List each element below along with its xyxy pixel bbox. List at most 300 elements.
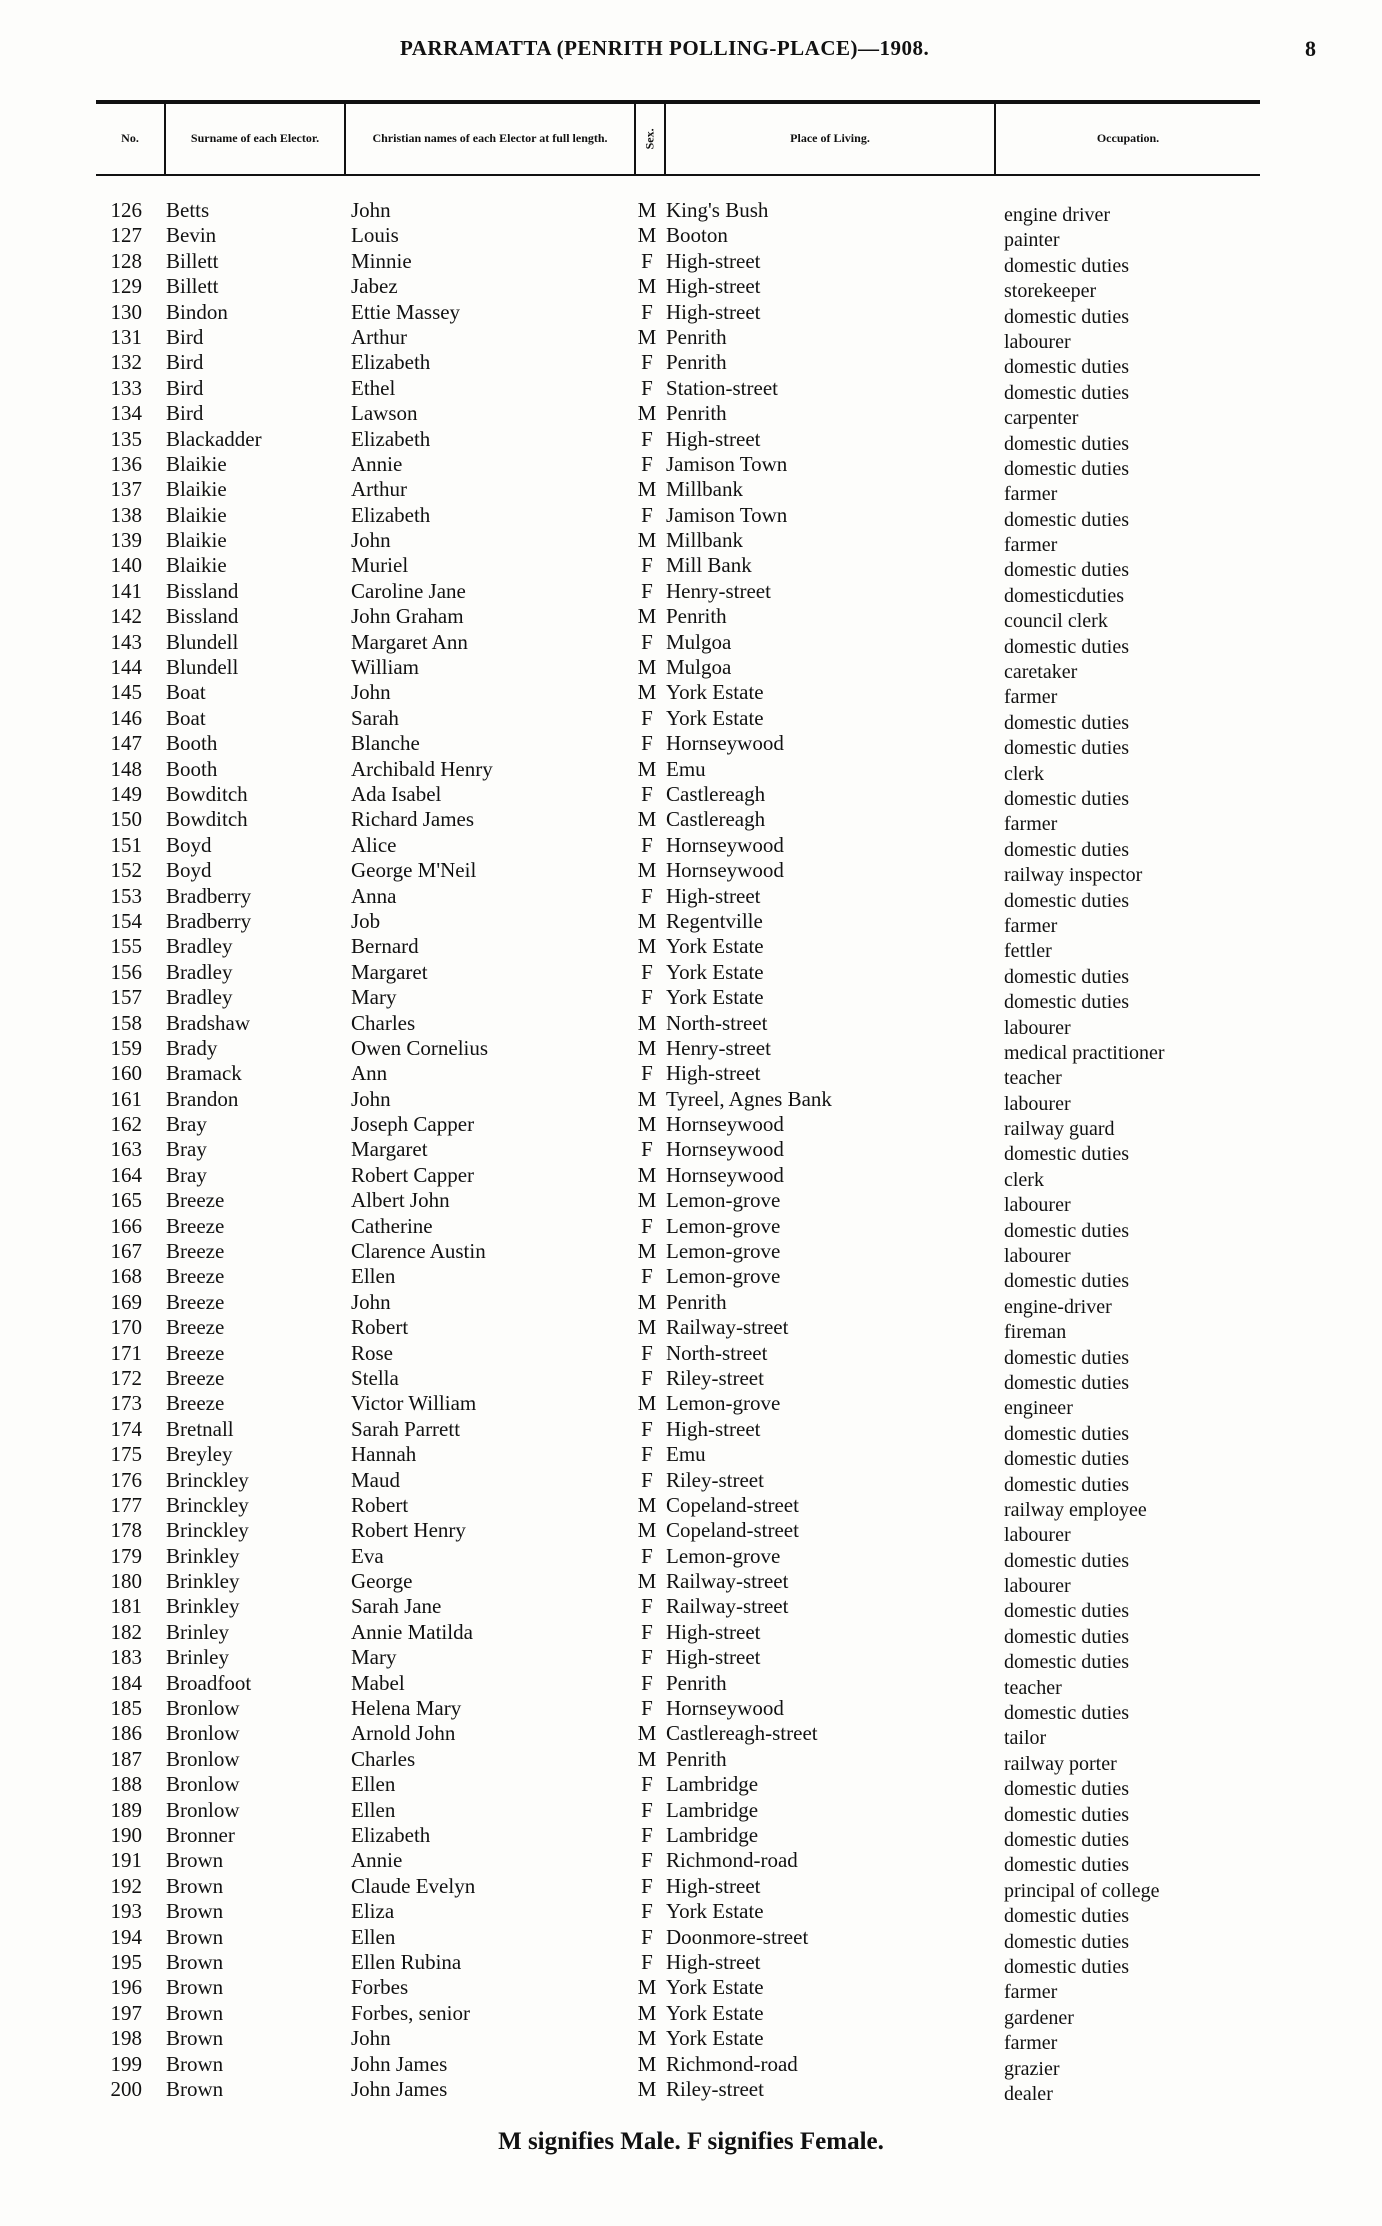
elector-occupation: domestic duties: [1004, 1448, 1129, 1471]
elector-place: Millbank: [666, 528, 743, 553]
table-row: [96, 1086, 1260, 1115]
elector-place: Lemon-grove: [666, 1543, 781, 1568]
table-row: [96, 705, 1260, 734]
table-row: [96, 1670, 1260, 1699]
table-row: [96, 604, 1260, 633]
elector-sex: F: [641, 1823, 653, 1847]
elector-number: 189: [110, 1797, 142, 1822]
table-row: [96, 2000, 1260, 2029]
elector-number: 135: [110, 426, 142, 451]
table-row: [96, 1213, 1260, 1242]
table-row: [96, 629, 1260, 658]
elector-surname: Bradberry: [166, 883, 252, 908]
elector-christian-names: Arthur: [351, 477, 407, 502]
table-row: [96, 1416, 1260, 1445]
elector-sex: M: [637, 604, 657, 629]
elector-surname: Breeze: [166, 1239, 225, 1264]
elector-number: 161: [110, 1086, 142, 1111]
elector-occupation: gardener: [1004, 2006, 1074, 2029]
elector-place: York Estate: [666, 705, 764, 730]
elector-place: North-street: [666, 1340, 768, 1365]
table-row: [96, 1569, 1260, 1598]
elector-sex: M: [637, 908, 657, 933]
elector-occupation: domestic duties: [1004, 1854, 1129, 1877]
table-row: [96, 1924, 1260, 1953]
elector-number: 158: [110, 1010, 142, 1035]
elector-surname: Bissland: [166, 604, 239, 629]
elector-sex: M: [637, 2000, 657, 2025]
elector-place: Hornseywood: [666, 731, 784, 756]
elector-christian-names: Annie: [351, 1848, 403, 1873]
elector-occupation: domestic duties: [1004, 432, 1129, 455]
elector-number: 171: [110, 1340, 142, 1365]
elector-surname: Bradberry: [166, 908, 252, 933]
table-row: [96, 198, 1260, 226]
elector-occupation: domestic duties: [1004, 457, 1129, 480]
elector-occupation: domestic duties: [1004, 1549, 1129, 1572]
elector-occupation: labourer: [1004, 1524, 1071, 1547]
elector-place: High-street: [666, 426, 761, 451]
elector-place: York Estate: [666, 2026, 764, 2051]
elector-number: 175: [110, 1442, 142, 1467]
table-row: [96, 1365, 1260, 1394]
elector-surname: Breeze: [166, 1340, 225, 1365]
table-row: [96, 858, 1260, 887]
elector-surname: Blundell: [166, 629, 239, 654]
elector-sex: F: [641, 1848, 653, 1873]
elector-christian-names: Mary: [351, 985, 397, 1010]
elector-surname: Billett: [166, 274, 219, 299]
elector-surname: Brown: [166, 2000, 224, 2025]
elector-surname: Bronlow: [166, 1746, 240, 1771]
elector-number: 172: [110, 1365, 142, 1390]
elector-occupation: domestic duties: [1004, 508, 1129, 531]
elector-place: York Estate: [666, 2000, 764, 2025]
elector-sex: M: [637, 1289, 657, 1314]
elector-surname: Breeze: [166, 1264, 225, 1289]
elector-place: Regentville: [666, 908, 763, 933]
elector-christian-names: Stella: [351, 1365, 399, 1390]
elector-place: Railway-street: [666, 1594, 789, 1619]
elector-sex: M: [637, 1492, 657, 1517]
elector-christian-names: Job: [351, 908, 381, 933]
elector-place: York Estate: [666, 680, 764, 705]
elector-christian-names: Sarah: [351, 705, 399, 730]
elector-sex: M: [637, 477, 657, 502]
elector-sex: M: [637, 1721, 657, 1746]
elector-christian-names: Richard James: [351, 807, 475, 832]
elector-christian-names: Minnie: [351, 248, 412, 273]
elector-number: 156: [110, 959, 142, 984]
elector-surname: Bird: [166, 324, 204, 349]
elector-number: 166: [110, 1213, 142, 1238]
elector-occupation: domestic duties: [1004, 1829, 1129, 1851]
elector-sex: F: [641, 1467, 653, 1492]
elector-sex: M: [637, 1035, 657, 1060]
elector-christian-names: Eliza: [351, 1899, 395, 1924]
elector-surname: Blackadder: [166, 426, 262, 451]
elector-surname: Bird: [166, 350, 204, 375]
table-row: [96, 502, 1260, 531]
elector-sex: F: [641, 1797, 653, 1822]
elector-occupation: railway porter: [1004, 1752, 1117, 1775]
elector-sex: M: [637, 1162, 657, 1187]
elector-sex: M: [637, 1391, 657, 1416]
elector-sex: F: [641, 1137, 653, 1162]
elector-place: Railway-street: [666, 1569, 789, 1594]
elector-number: 169: [110, 1289, 142, 1314]
table-row: [96, 1467, 1260, 1496]
elector-sex: F: [641, 1645, 653, 1670]
elector-surname: Brinckley: [166, 1518, 249, 1543]
elector-sex: F: [641, 1696, 653, 1721]
elector-sex: F: [641, 299, 653, 324]
elector-place: Jamison Town: [666, 451, 788, 476]
elector-place: York Estate: [666, 985, 764, 1010]
elector-christian-names: Forbes: [351, 1975, 409, 2000]
elector-place: Riley-street: [666, 1467, 764, 1492]
elector-christian-names: Eva: [351, 1543, 384, 1568]
table-row: [96, 832, 1260, 861]
table-row: [96, 1010, 1260, 1039]
elector-number: 185: [110, 1696, 142, 1721]
elector-place: Hornseywood: [666, 832, 784, 857]
column-header-no: No.: [96, 104, 166, 174]
elector-occupation: domestic duties: [1004, 1778, 1129, 1801]
elector-sex: F: [641, 1670, 653, 1695]
elector-occupation: domestic duties: [1004, 1270, 1129, 1293]
elector-sex: F: [641, 959, 653, 984]
elector-sex: F: [641, 731, 653, 756]
elector-occupation: domestic duties: [1004, 254, 1129, 277]
table-row: [96, 781, 1260, 810]
elector-sex: F: [641, 502, 653, 527]
elector-number: 174: [110, 1416, 142, 1441]
page-title: PARRAMATTA (PENRITH POLLING-PLACE)—1908.: [400, 36, 930, 60]
elector-sex: M: [637, 198, 657, 222]
elector-sex: F: [641, 350, 653, 375]
elector-sex: F: [641, 1264, 653, 1289]
elector-occupation: labourer: [1004, 1194, 1071, 1217]
table-row: [96, 1162, 1260, 1191]
elector-sex: M: [637, 1239, 657, 1264]
elector-sex: F: [641, 985, 653, 1010]
elector-place: Penrith: [666, 1289, 727, 1314]
elector-place: Riley-street: [666, 1365, 764, 1390]
table-row: [96, 934, 1260, 963]
elector-sex: M: [637, 655, 657, 680]
elector-christian-names: Claude Evelyn: [351, 1873, 476, 1898]
elector-christian-names: Margaret: [351, 1137, 428, 1162]
elector-christian-names: John: [351, 528, 391, 553]
elector-number: 173: [110, 1391, 142, 1416]
table-row: [96, 2026, 1260, 2055]
elector-surname: Bronlow: [166, 1772, 240, 1797]
elector-surname: Brinkley: [166, 1569, 240, 1594]
elector-sex: M: [637, 1010, 657, 1035]
page-number: 8: [1305, 36, 1316, 61]
table-row: [96, 223, 1260, 252]
elector-christian-names: George: [351, 1569, 413, 1594]
elector-christian-names: John: [351, 2026, 391, 2051]
table-row: [96, 274, 1260, 303]
elector-number: 154: [110, 908, 142, 933]
elector-surname: Bray: [166, 1162, 207, 1187]
elector-sex: F: [641, 1772, 653, 1797]
table-row: [96, 1264, 1260, 1293]
elector-surname: Brinckley: [166, 1492, 249, 1517]
elector-surname: Blaikie: [166, 502, 227, 527]
elector-occupation: domestic duties: [1004, 1600, 1129, 1623]
elector-christian-names: Joseph Capper: [351, 1112, 475, 1137]
elector-christian-names: John: [351, 680, 391, 705]
elector-sex: F: [641, 781, 653, 806]
elector-surname: Bray: [166, 1112, 207, 1137]
elector-place: Henry-street: [666, 1035, 771, 1060]
elector-occupation: domestic duties: [1004, 1219, 1129, 1242]
elector-surname: Brinkley: [166, 1594, 240, 1619]
elector-number: 162: [110, 1112, 142, 1137]
table-row: [96, 1772, 1260, 1801]
elector-surname: Bradshaw: [166, 1010, 250, 1035]
elector-surname: Bramack: [166, 1061, 242, 1086]
table-row: [96, 908, 1260, 937]
elector-number: 145: [110, 680, 142, 705]
elector-number: 134: [110, 401, 142, 426]
elector-place: Hornseywood: [666, 1112, 784, 1137]
elector-number: 129: [110, 274, 142, 299]
elector-place: Penrith: [666, 350, 727, 375]
elector-sex: F: [641, 1365, 653, 1390]
elector-number: 137: [110, 477, 142, 502]
elector-number: 177: [110, 1492, 142, 1517]
elector-number: 143: [110, 629, 142, 654]
table-row: [96, 731, 1260, 760]
elector-christian-names: Arnold John: [351, 1721, 456, 1746]
elector-place: York Estate: [666, 1975, 764, 2000]
elector-occupation: engine driver: [1004, 204, 1111, 226]
table-row: [96, 1442, 1260, 1471]
elector-place: Jamison Town: [666, 502, 788, 527]
elector-number: 149: [110, 781, 142, 806]
elector-number: 186: [110, 1721, 142, 1746]
elector-occupation: labourer: [1004, 1016, 1071, 1039]
elector-place: High-street: [666, 248, 761, 273]
elector-occupation: storekeeper: [1004, 280, 1097, 303]
elector-sex: F: [641, 1949, 653, 1974]
elector-number: 136: [110, 451, 142, 476]
elector-christian-names: Margaret Ann: [351, 629, 468, 654]
elector-place: Richmond-road: [666, 2051, 798, 2076]
elector-place: Castlereagh-street: [666, 1721, 818, 1746]
elector-surname: Brandon: [166, 1086, 239, 1111]
elector-christian-names: Mary: [351, 1645, 397, 1670]
table-row: [96, 1848, 1260, 1877]
elector-place: Mill Bank: [666, 553, 752, 578]
elector-place: York Estate: [666, 934, 764, 959]
elector-number: 190: [110, 1823, 142, 1847]
elector-surname: Brinckley: [166, 1467, 249, 1492]
elector-number: 126: [110, 198, 142, 222]
elector-number: 195: [110, 1949, 142, 1974]
elector-occupation: fettler: [1004, 940, 1052, 963]
elector-number: 194: [110, 1924, 142, 1949]
elector-place: Millbank: [666, 477, 743, 502]
table-row: [96, 553, 1260, 582]
elector-place: Railway-street: [666, 1315, 789, 1340]
table-row: [96, 2076, 1260, 2105]
elector-sex: M: [637, 1569, 657, 1594]
elector-christian-names: Sarah Jane: [351, 1594, 442, 1619]
elector-place: High-street: [666, 883, 761, 908]
elector-christian-names: Caroline Jane: [351, 578, 466, 603]
table-row: [96, 1492, 1260, 1521]
elector-number: 155: [110, 934, 142, 959]
elector-surname: Broadfoot: [166, 1670, 252, 1695]
elector-number: 187: [110, 1746, 142, 1771]
elector-place: Castlereagh: [666, 807, 766, 832]
elector-surname: Boyd: [166, 858, 212, 883]
elector-number: 176: [110, 1467, 142, 1492]
elector-sex: F: [641, 1899, 653, 1924]
elector-place: Hornseywood: [666, 858, 784, 883]
elector-sex: F: [641, 553, 653, 578]
elector-sex: F: [641, 1543, 653, 1568]
elector-occupation: domestic duties: [1004, 635, 1129, 658]
elector-number: 179: [110, 1543, 142, 1568]
table-header: [96, 100, 1260, 176]
elector-christian-names: Robert: [351, 1315, 409, 1340]
elector-place: Station-street: [666, 375, 778, 400]
elector-sex: M: [637, 1086, 657, 1111]
table-row: [96, 1797, 1260, 1826]
elector-surname: Brown: [166, 1848, 224, 1873]
elector-occupation: grazier: [1004, 2057, 1060, 2080]
elector-place: Hornseywood: [666, 1696, 784, 1721]
table-row: [96, 1949, 1260, 1978]
elector-place: High-street: [666, 1873, 761, 1898]
elector-surname: Brinley: [166, 1619, 229, 1644]
elector-number: 199: [110, 2051, 142, 2076]
elector-occupation: caretaker: [1004, 661, 1078, 684]
elector-number: 168: [110, 1264, 142, 1289]
elector-occupation: domestic duties: [1004, 1930, 1129, 1953]
elector-number: 184: [110, 1670, 142, 1695]
elector-surname: Boat: [166, 705, 206, 730]
elector-number: 130: [110, 299, 142, 324]
elector-christian-names: Robert: [351, 1492, 409, 1517]
elector-christian-names: Elizabeth: [351, 426, 431, 451]
elector-christian-names: Louis: [351, 223, 399, 248]
elector-christian-names: Elizabeth: [351, 350, 431, 375]
elector-occupation: domestic duties: [1004, 1955, 1129, 1978]
elector-surname: Brown: [166, 1949, 224, 1974]
elector-place: Richmond-road: [666, 1848, 798, 1873]
elector-christian-names: Ellen Rubina: [351, 1949, 462, 1974]
elector-place: Mulgoa: [666, 655, 732, 680]
elector-sex: F: [641, 248, 653, 273]
elector-place: Hornseywood: [666, 1162, 784, 1187]
elector-christian-names: Alice: [351, 832, 397, 857]
elector-number: 133: [110, 375, 142, 400]
elector-christian-names: Jabez: [351, 274, 398, 299]
elector-sex: F: [641, 1442, 653, 1467]
elector-christian-names: Hannah: [351, 1442, 417, 1467]
elector-occupation: domestic duties: [1004, 1346, 1129, 1369]
elector-place: Emu: [666, 1442, 706, 1467]
elector-sex: F: [641, 832, 653, 857]
elector-surname: Brinkley: [166, 1543, 240, 1568]
elector-place: High-street: [666, 274, 761, 299]
elector-number: 193: [110, 1899, 142, 1924]
elector-list: [96, 198, 1260, 2105]
elector-surname: Bowditch: [166, 781, 248, 806]
elector-place: Penrith: [666, 401, 727, 426]
elector-number: 198: [110, 2026, 142, 2051]
elector-sex: F: [641, 1619, 653, 1644]
elector-surname: Brown: [166, 1924, 224, 1949]
table-row: [96, 1645, 1260, 1674]
elector-number: 152: [110, 858, 142, 883]
elector-sex: F: [641, 1340, 653, 1365]
elector-christian-names: George M'Neil: [351, 858, 477, 883]
elector-occupation: domestic duties: [1004, 356, 1129, 379]
elector-number: 157: [110, 985, 142, 1010]
elector-place: Mulgoa: [666, 629, 732, 654]
elector-occupation: council clerk: [1004, 610, 1108, 633]
table-row: [96, 1543, 1260, 1572]
elector-sex: M: [637, 756, 657, 781]
elector-christian-names: Albert John: [351, 1188, 450, 1213]
elector-sex: M: [637, 528, 657, 553]
elector-number: 167: [110, 1239, 142, 1264]
elector-surname: Bretnall: [166, 1416, 234, 1441]
column-header-christian-names: Christian names of each Elector at full length.: [346, 104, 636, 174]
elector-place: York Estate: [666, 959, 764, 984]
column-header-surname: Surname of each Elector.: [166, 104, 346, 174]
column-header-occupation: Occupation.: [1096, 131, 1160, 146]
elector-number: 178: [110, 1518, 142, 1543]
elector-sex: M: [637, 324, 657, 349]
elector-surname: Bradley: [166, 934, 233, 959]
table-row: [96, 1518, 1260, 1547]
elector-occupation: domestic duties: [1004, 838, 1129, 861]
elector-surname: Brown: [166, 1899, 224, 1924]
elector-place: Henry-street: [666, 578, 771, 603]
elector-christian-names: Robert Henry: [351, 1518, 466, 1543]
elector-christian-names: Ada Isabel: [351, 781, 442, 806]
elector-sex: F: [641, 578, 653, 603]
elector-number: 192: [110, 1873, 142, 1898]
table-row: [96, 578, 1260, 607]
elector-sex: M: [637, 2051, 657, 2076]
elector-occupation: engineer: [1004, 1397, 1073, 1420]
table-row: [96, 528, 1260, 557]
elector-sex: F: [641, 1213, 653, 1238]
table-row: [96, 426, 1260, 455]
elector-place: High-street: [666, 1949, 761, 1974]
elector-place: Lemon-grove: [666, 1264, 781, 1289]
elector-christian-names: Annie: [351, 451, 403, 476]
elector-place: Castlereagh: [666, 781, 766, 806]
elector-number: 196: [110, 1975, 142, 2000]
elector-occupation: farmer: [1004, 1981, 1058, 2004]
elector-christian-names: Archibald Henry: [351, 756, 493, 781]
elector-surname: Bronlow: [166, 1721, 240, 1746]
table-row: [96, 1746, 1260, 1775]
elector-christian-names: Elizabeth: [351, 1823, 431, 1847]
table-row: [96, 680, 1260, 709]
